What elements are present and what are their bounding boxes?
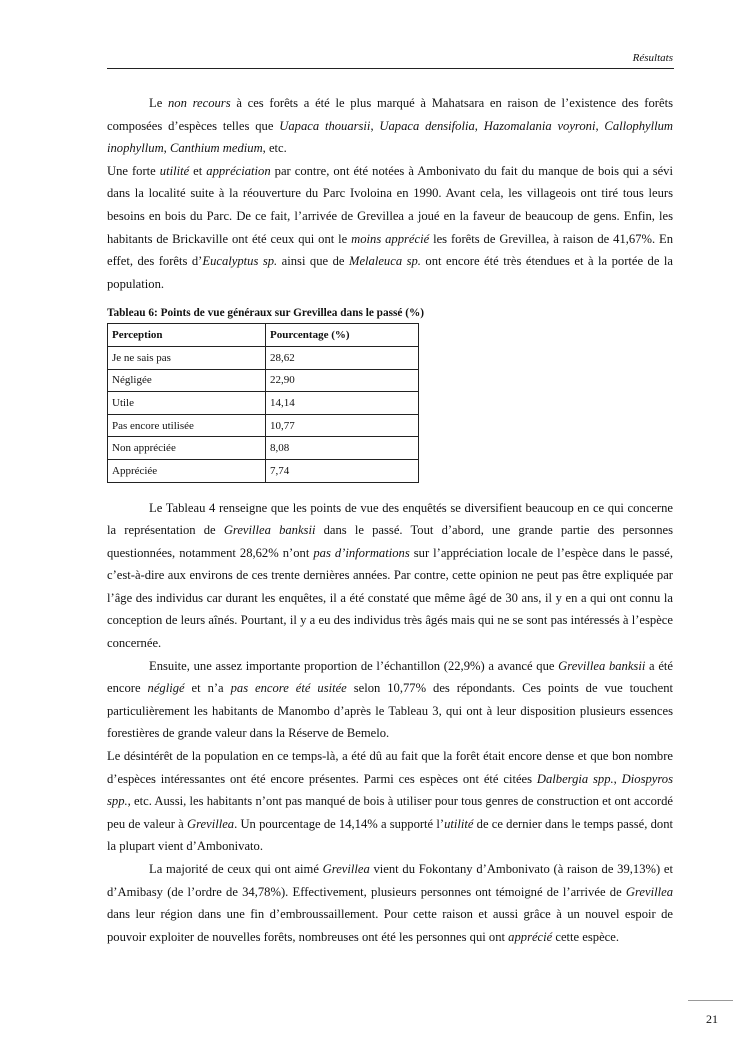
paragraph-1: Le non recours à ces forêts a été le plus marqué à Mahatsara en raison de l’existence des forêts composées d’espèces telles que Uapaca thouarsii, Uapaca densifolia, Hazomalania voyroni, Callophyllum inophyllum, Canthium medium, etc. [107, 96, 673, 156]
table-cell-perception: Pas encore utilisée [108, 414, 266, 437]
header-divider [107, 68, 674, 69]
table-row [108, 437, 419, 460]
table-cell-percentage: 28,62 [266, 346, 419, 369]
table-header-row [108, 324, 419, 347]
table-header-cell: Perception [108, 324, 266, 347]
paragraph-6: La majorité de ceux qui ont aimé Grevillea vient du Fokontany d’Ambonivato (à raison de 39,13%) et d’Amibasy (de l’ordre de 34,78%). Effectivement, plusieurs personnes ont témoigné de l’arrivée de Grevillea dans leur région dans une fin d’embroussaillement. Pour cette raison et aussi grâce à un nouvel espoir de pouvoir exploiter de nouvelles forêts, nombreuses ont été les personnes qui ont apprécié cette espèce. [107, 862, 673, 944]
table-row [108, 459, 419, 482]
table-caption: Tableau 6: Points de vue généraux sur Grevillea dans le passé (%) [107, 307, 425, 320]
table-cell-percentage: 10,77 [266, 414, 419, 437]
table-cell-perception: Non appréciée [108, 437, 266, 460]
table-cell-percentage: 7,74 [266, 459, 419, 482]
paragraph-5: Le désintérêt de la population en ce temps-là, a été dû au fait que la forêt était encore dense et que bon nombre d’espèces intéressantes ont été encore présentes. Parmi ces espèces ont été citées Dalbergia spp., Diospyros spp., etc. Aussi, les habitants n’ont pas manqué de bois à utiliser pour tous genres de construction et ont accordé peu de valeur à Grevillea. Un pourcentage de 14,14% a supporté l’utilité de ce dernier dans le temps passé, dont la plupart vient d’Ambonivato. [107, 749, 673, 854]
page-body [107, 92, 673, 948]
perception-table [107, 323, 419, 482]
table-row [108, 414, 419, 437]
paragraph-2: Une forte utilité et appréciation par contre, ont été notées à Ambonivato du fait du manque de bois qui a sévi dans la localité suite à la réouverture du Parc Ivoloina en 1990. Avant cela, les villageois ont tiré tous leurs besoins en bois du Parc. De ce fait, l’arrivée de Grevillea a joué en la faveur de beaucoup de gens. Enfin, les habitants de Brickaville ont été ceux qui ont le moins apprécié les forêts de Grevillea, à raison de 41,67%. En effet, des forêts d’Eucalyptus sp. ainsi que de Melaleuca sp. ont encore été très étendues et à la portée de la population. [107, 163, 674, 291]
table-cell-perception: Je ne sais pas [108, 346, 266, 369]
table-cell-perception: Négligée [108, 369, 266, 392]
paragraph-3: Le Tableau 4 renseigne que les points de vue des enquêtés se diversifient beaucoup en ce qui concerne la représentation de Grevillea banksii dans le passé. Tout d’abord, une grande partie des personnes questionnées, notamment 28,62% n’ont pas d’informations sur l’appréciation locale de l’espèce dans le passé, c’est-à-dire aux environs de ces trente dernières années. Par contre, cette opinion ne peut pas être expliquée par l’âge des individus car durant les enquêtes, il a été constaté que même âgé de 30 ans, il y en a qui ont connu la conception de leurs aînés. Pourtant, il y a eu des individus très âgés mais qui ne se sont pas intéressés à l’espèce concernée. [107, 500, 673, 651]
table-cell-percentage: 14,14 [266, 392, 419, 415]
table-header-cell: Pourcentage (%) [266, 324, 419, 347]
table-cell-percentage: 22,90 [266, 369, 419, 392]
paragraph-4: Ensuite, une assez importante proportion de l’échantillon (22,9%) a avancé que Grevillea banksii a été encore négligé et n’a pas encore été usitée selon 10,77% des répondants. Ces points de vue touchent particulièrement les habitants de Manombo d’après le Tableau 3, qui ont à leur disposition plusieurs essences forestières de grande valeur dans la Réserve de Bemelo. [107, 658, 673, 741]
table-row [108, 392, 419, 415]
footer-divider [688, 1000, 733, 1001]
table-cell-percentage: 8,08 [266, 437, 419, 460]
table-row [108, 369, 419, 392]
table-cell-perception: Utile [108, 392, 266, 415]
table-row [108, 346, 419, 369]
page-number: 21 [706, 1012, 718, 1026]
table-6-block [107, 305, 673, 482]
running-header: Résultats [632, 52, 673, 64]
table-cell-perception: Appréciée [108, 459, 266, 482]
